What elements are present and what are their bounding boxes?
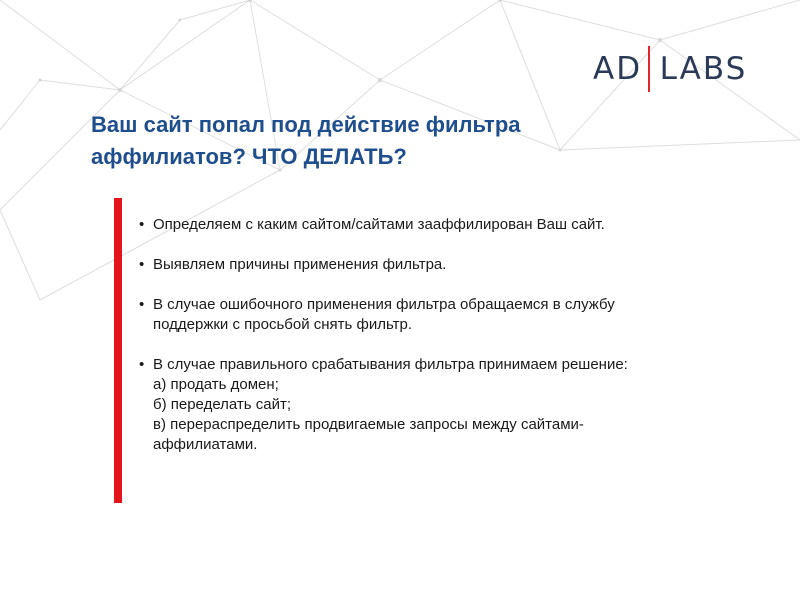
- bullet-item-2-line-1: • Выявляем причины применения фильтра.: [153, 256, 447, 273]
- slide-title: [91, 109, 711, 173]
- bullet-item-2: [139, 255, 759, 275]
- slide-title-line-1: Ваш сайт попал под действие фильтра: [91, 112, 521, 137]
- bullet-item-4-line-3: б) переделать сайт;: [153, 396, 292, 413]
- bullet-item-4: [139, 355, 759, 455]
- red-accent-bar: [114, 198, 122, 503]
- bullet-item-3: [139, 295, 759, 335]
- bullet-item-1: [139, 215, 759, 235]
- bullet-item-4-line-1: • В случае правильного срабатывания фильтра принимаем решение:: [153, 356, 628, 373]
- bullet-item-4-line-2: а) продать домен;: [153, 376, 279, 393]
- bullet-item-3-line-1: • В случае ошибочного применения фильтра обращаемся в службу: [153, 296, 615, 313]
- bullet-item-3-line-2: поддержки с просьбой снять фильтр.: [153, 316, 412, 333]
- bullet-item-4-line-4: в) перераспределить продвигаемые запросы между сайтами-: [153, 416, 584, 433]
- adlabs-logo: [593, 45, 747, 93]
- logo-divider: [648, 46, 650, 92]
- bullet-item-1-line-1: • Определяем с каким сайтом/сайтами зааффилирован Ваш сайт.: [153, 216, 605, 233]
- bullet-list: [139, 215, 759, 475]
- logo-text-ad: AD: [593, 50, 643, 87]
- slide-title-line-2: аффилиатов? ЧТО ДЕЛАТЬ?: [91, 144, 407, 169]
- logo-text-labs: LABS: [659, 50, 748, 87]
- bullet-item-4-line-5: аффилиатами.: [153, 436, 258, 453]
